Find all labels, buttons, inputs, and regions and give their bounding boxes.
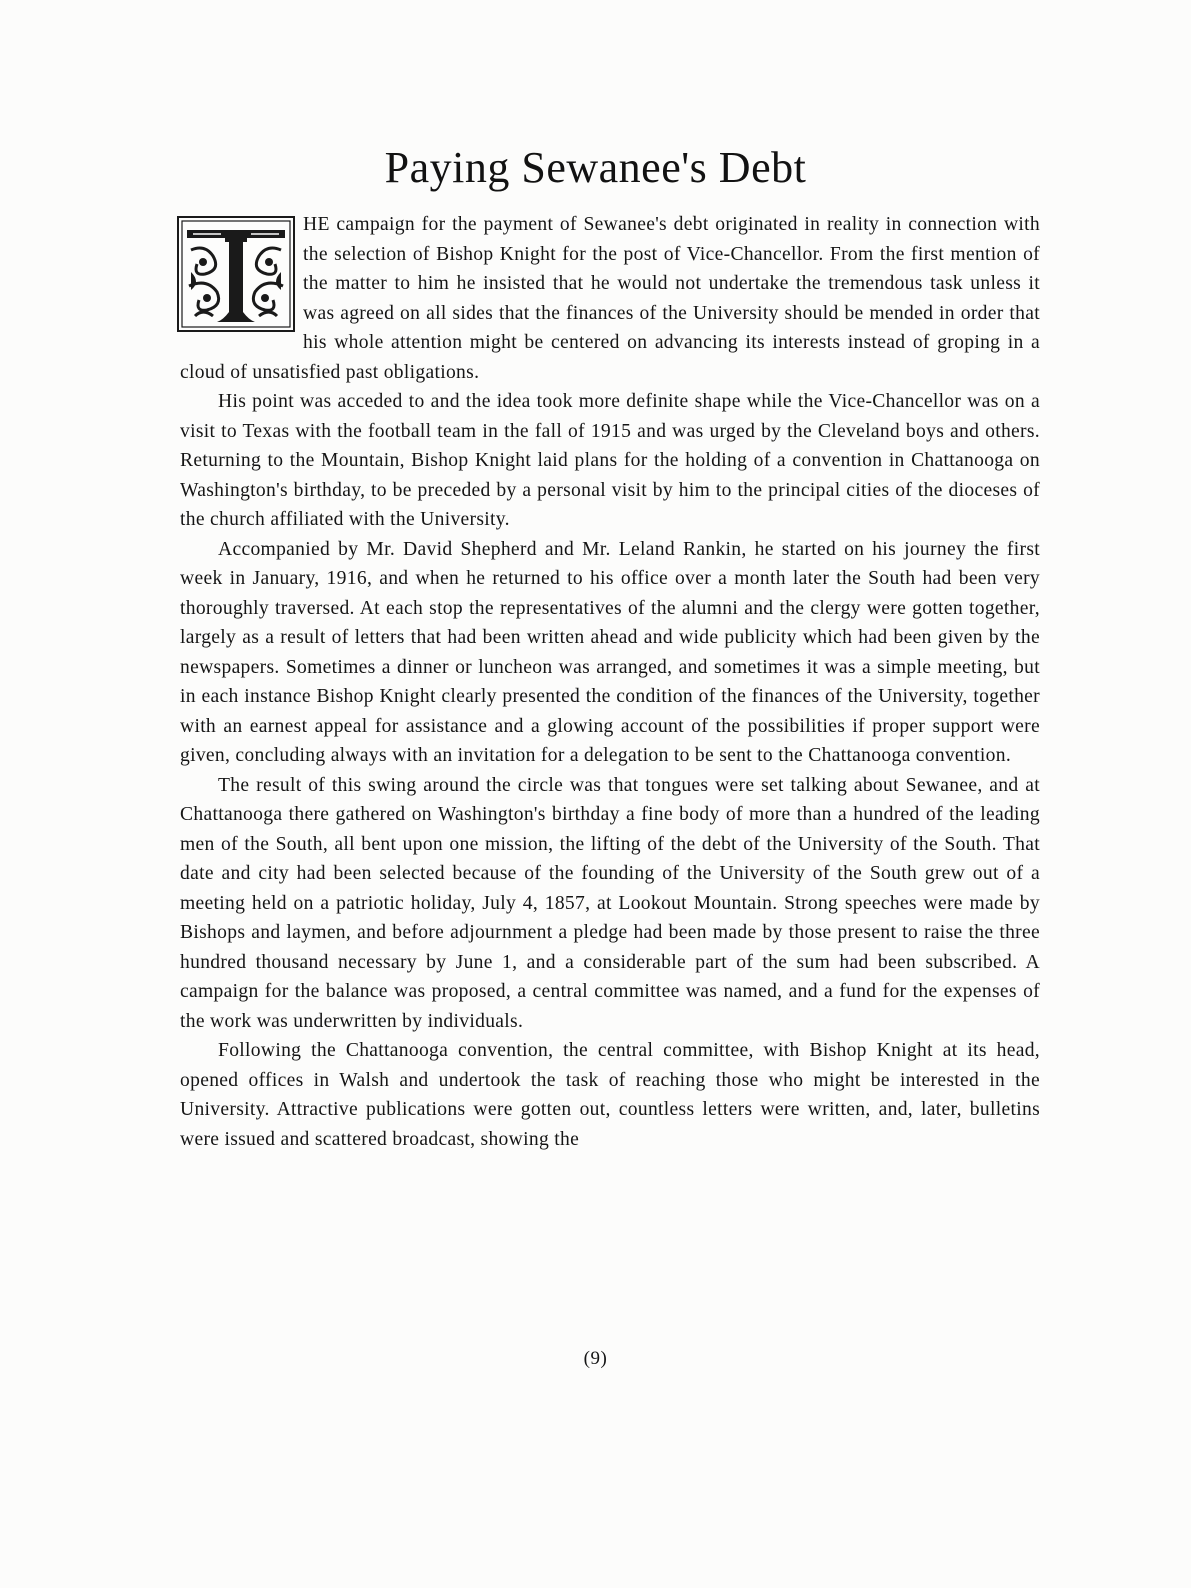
paragraph-4: The result of this swing around the circle was that tongues were set talking about Sewanee, and at Chattanooga there gathered on Washington's birthday a fine body of more than a hundred of the leading men of the South, all bent upon one mission, the lifting of the debt of the University of the South. That date and city had been selected because of the founding of the University of the South grew out of a meeting held on a patriotic holiday, July 4, 1857, at Lookout Mountain. Strong speeches were made by Bishops and laymen, and before adjournment a pledge had been made by those present to raise the three hundred thousand necessary by June 1, and a considerable part of the sum had been subscribed. A campaign for the balance was proposed, a central committee was named, and a fund for the expenses of the work was underwritten by individuals.	[180, 774, 1040, 1032]
article-body	[180, 210, 1040, 1154]
paragraph-1: HE campaign for the payment of Sewanee's debt originated in reality in connection with the selection of Bishop Knight for the post of Vice-Chancellor. From the first mention of the matter to him he insisted that he would not undertake the tremendous task unless it was agreed on all sides that the finances of the University should be mended in order that his whole attention might be centered on advancing its interests instead of groping in a cloud of unsatisfied past obligations.	[180, 214, 1040, 383]
paragraph-3: Accompanied by Mr. David Shepherd and Mr. Leland Rankin, he started on his journey the first week in January, 1916, and when he returned to his office over a month later the South had been very thoroughly traversed. At each stop the representatives of the alumni and the clergy were gotten together, largely as a result of letters that had been written ahead and wide publicity which had been given by the newspapers. Sometimes a dinner or luncheon was arranged, and sometimes it was a simple meeting, but in each instance Bishop Knight clearly presented the condition of the finances of the University, together with an earnest appeal for assistance and a glowing account of the possibilities if proper support were given, concluding always with an invitation for a delegation to be sent to the Chattanooga convention.	[180, 538, 1040, 766]
ornamental-drop-cap-t	[177, 216, 295, 332]
paragraph-2: His point was acceded to and the idea took more definite shape while the Vice-Chancellor was on a visit to Texas with the football team in the fall of 1915 and was urged by the Cleveland boys and others. Returning to the Mountain, Bishop Knight laid plans for the holding of a convention in Chattanooga on Washington's birthday, to be preceded by a personal visit by him to the principal cities of the dioceses of the church affiliated with the University.	[180, 391, 1040, 530]
page-number: (9)	[583, 1348, 608, 1369]
paragraph-5: Following the Chattanooga convention, the central committee, with Bishop Knight at its head, opened offices in Walsh and undertook the task of reaching those who might be interested in the University. Attractive publications were gotten out, countless letters were written, and, later, bulletins were issued and scattered broadcast, showing the	[180, 1040, 1040, 1150]
page-title: Paying Sewanee's Debt	[384, 143, 807, 192]
